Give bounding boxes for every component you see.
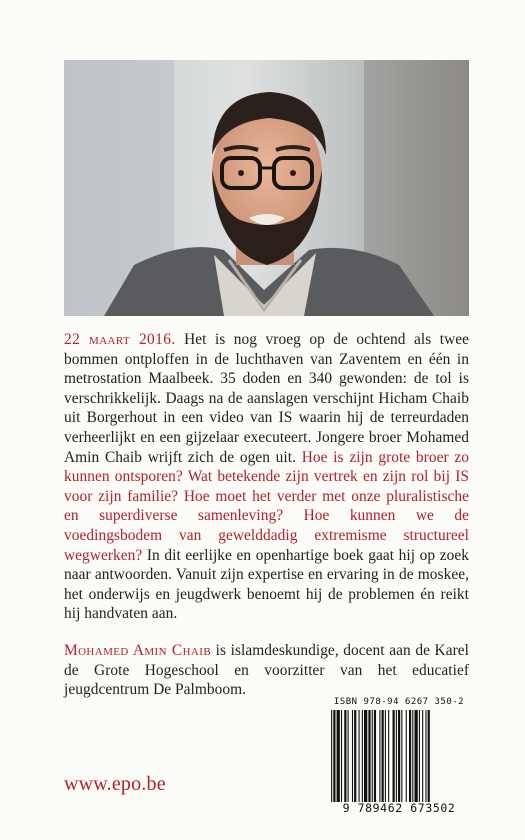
blurb-outro: In dit eerlijke en openhartige boek gaat hij op zoek naar antwoorden. Vanuit zijn expertise en ervaring in de moskee, het onderwijs en jeugdwerk benoemt hij de problemen én reikt hij handvaten aan. bbox=[64, 546, 469, 623]
isbn-label: ISBN 978-94 6267 350-2 bbox=[333, 697, 465, 707]
blurb-paragraph bbox=[64, 330, 469, 624]
blurb-intro: Het is nog vroeg op de ochtend als twee bommen ontploffen in de luchthaven van Zaventem en één in metrostation Maalbeek. 35 doden en 340 gewonden: de tol is verschrikkelijk. Daags na de aanslagen verschijnt Hicham Chaib uit Borgerhout in een video van IS waarin hij de terreurdaden verheerlijkt en een gijzelaar executeert. Jongere broer Mohamed Amin Chaib wrijft zich de ogen uit. bbox=[64, 331, 469, 466]
barcode bbox=[329, 697, 469, 815]
author-name: Mohamed Amin Chaib bbox=[64, 642, 212, 659]
blurb-date: 22 maart 2016. bbox=[64, 331, 176, 348]
author-bio bbox=[64, 641, 469, 700]
author-bio-text: is islamdeskundige, docent aan de Karel de Grote Hogeschool en voorzitter van het educatief jeugdcentrum De Palmboom. bbox=[64, 642, 469, 699]
blurb-questions: Hoe is zijn grote broer zo kunnen ontsporen? Wat betekende zijn vertrek en zijn rol bij IS voor zijn familie? Hoe moet het verder met onze pluralistische en superdiverse samenleving? Hoe kunnen we de voedingsbodem van gewelddadig extremisme structureel wegwerken? bbox=[64, 448, 469, 564]
publisher-website: www.epo.be bbox=[64, 773, 166, 795]
barcode-digits: 9 789462 673502 bbox=[342, 801, 456, 815]
author-portrait-icon bbox=[64, 60, 469, 316]
barcode-bars-icon bbox=[329, 710, 469, 802]
author-photo bbox=[64, 60, 469, 316]
